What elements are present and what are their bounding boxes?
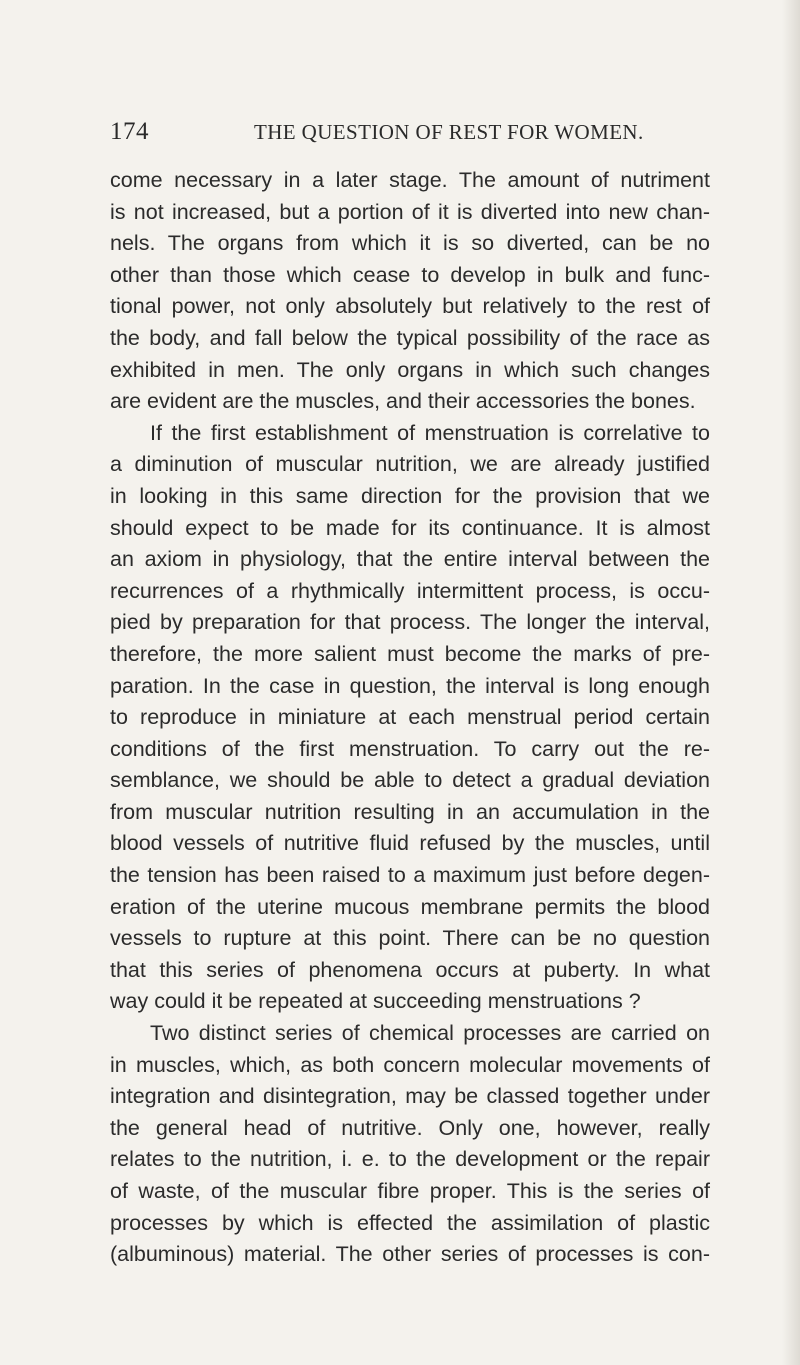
text-line: (albuminous) material. The other series of processes is con- xyxy=(110,1242,710,1267)
text-line: in muscles, which, as both concern molecular movements of xyxy=(110,1052,710,1077)
paragraph-first-line: If the first establishment of menstruation is correlative to xyxy=(150,420,710,445)
text-line: is not increased, but a portion of it is diverted into new chan- xyxy=(110,199,710,224)
text-line: exhibited in men. The only organs in which such changes xyxy=(110,357,710,382)
text-line: tional power, not only absolutely but relatively to the rest of xyxy=(110,294,710,319)
text-line: conditions of the first menstruation. To carry out the re- xyxy=(110,736,710,761)
text-line: recurrences of a rhythmically intermittent process, is occu- xyxy=(110,578,710,603)
text-line: in looking in this same direction for the provision that we xyxy=(110,483,710,508)
text-line: that this series of phenomena occurs at puberty. In what xyxy=(110,957,710,982)
text-line: integration and disintegration, may be classed together under xyxy=(110,1084,710,1109)
text-line: other than those which cease to develop in bulk and func- xyxy=(110,262,710,287)
text-line: paration. In the case in question, the interval is long enough xyxy=(110,673,710,698)
text-line: semblance, we should be able to detect a gradual deviation xyxy=(110,768,710,793)
body-text xyxy=(110,165,710,1271)
text-line: pied by preparation for that process. The longer the interval, xyxy=(110,610,710,635)
text-line: an axiom in physiology, that the entire interval between the xyxy=(110,547,710,572)
text-line: processes by which is effected the assimilation of plastic xyxy=(110,1210,710,1235)
text-line: the tension has been raised to a maximum just before degen- xyxy=(110,863,710,888)
text-line: vessels to rupture at this point. There can be no question xyxy=(110,926,710,951)
page-number: 174 xyxy=(110,118,149,145)
text-line: the general head of nutritive. Only one, however, really xyxy=(110,1115,710,1140)
text-line: blood vessels of nutritive fluid refused by the muscles, until xyxy=(110,831,710,856)
text-line: a diminution of muscular nutrition, we are already justified xyxy=(110,452,710,477)
text-line: the body, and fall below the typical possibility of the race as xyxy=(110,325,710,350)
text-line: relates to the nutrition, i. e. to the development or the repair xyxy=(110,1147,710,1172)
paragraph-first-line: Two distinct series of chemical processes are carried on xyxy=(150,1021,710,1046)
running-title: THE QUESTION OF REST FOR WOMEN. xyxy=(254,120,644,144)
page-edge-shadow xyxy=(782,0,800,1365)
text-line: therefore, the more salient must become the marks of pre- xyxy=(110,641,710,666)
text-line: nels. The organs from which it is so diverted, can be no xyxy=(110,231,710,256)
text-line: come necessary in a later stage. The amount of nutriment xyxy=(110,168,710,192)
text-line: way could it be repeated at succeeding menstruations ? xyxy=(110,989,641,1014)
text-line: should expect to be made for its continuance. It is almost xyxy=(110,515,710,540)
text-line: from muscular nutrition resulting in an accumulation in the xyxy=(110,799,710,824)
text-line: of waste, of the muscular fibre proper. This is the series of xyxy=(110,1179,710,1203)
text-line: to reproduce in miniature at each menstrual period certain xyxy=(110,705,710,730)
text-line: eration of the uterine mucous membrane permits the blood xyxy=(110,894,710,919)
page-header xyxy=(110,118,710,148)
text-line: are evident are the muscles, and their accessories the bones. xyxy=(110,389,696,414)
